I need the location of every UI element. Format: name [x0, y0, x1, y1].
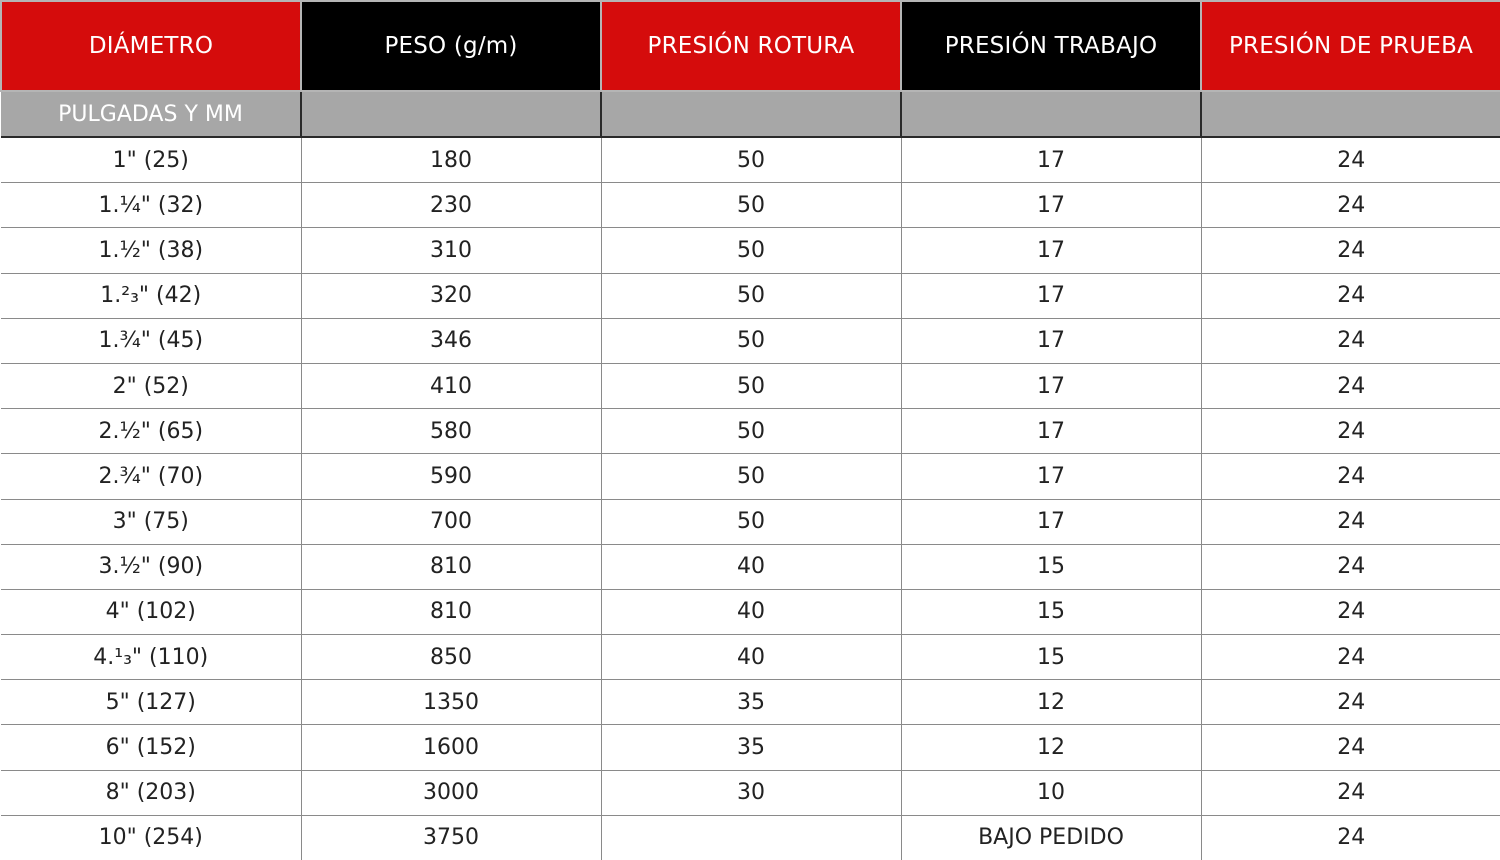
cell-peso: 590 — [301, 454, 601, 499]
cell-presion-prueba: 24 — [1201, 409, 1500, 454]
cell-presion-trabajo: 17 — [901, 363, 1201, 408]
cell-peso: 850 — [301, 635, 601, 680]
cell-presion-prueba: 24 — [1201, 228, 1500, 273]
cell-presion-rotura: 40 — [601, 544, 901, 589]
cell-presion-prueba: 24 — [1201, 137, 1500, 183]
header-peso: PESO (g/m) — [301, 1, 601, 91]
cell-presion-prueba: 24 — [1201, 680, 1500, 725]
table-row — [1, 680, 1500, 725]
cell-presion-prueba: 24 — [1201, 815, 1500, 860]
table-row — [1, 544, 1500, 589]
cell-presion-prueba: 24 — [1201, 725, 1500, 770]
table-row — [1, 589, 1500, 634]
cell-diametro: 10" (254) — [1, 815, 301, 860]
cell-diametro: 1.¼" (32) — [1, 183, 301, 228]
cell-presion-prueba: 24 — [1201, 273, 1500, 318]
cell-presion-trabajo: 12 — [901, 725, 1201, 770]
subheader-row — [1, 91, 1500, 137]
cell-diametro: 1.½" (38) — [1, 228, 301, 273]
cell-presion-trabajo: 17 — [901, 137, 1201, 183]
cell-presion-rotura: 50 — [601, 273, 901, 318]
table-row — [1, 318, 1500, 363]
header-row — [1, 1, 1500, 91]
header-presion-trabajo: PRESIÓN TRABAJO — [901, 1, 1201, 91]
cell-presion-trabajo: 17 — [901, 273, 1201, 318]
cell-presion-rotura: 50 — [601, 183, 901, 228]
cell-presion-trabajo: 12 — [901, 680, 1201, 725]
cell-diametro: 3" (75) — [1, 499, 301, 544]
cell-peso: 1350 — [301, 680, 601, 725]
cell-presion-rotura: 50 — [601, 228, 901, 273]
cell-presion-trabajo: 17 — [901, 454, 1201, 499]
cell-presion-prueba: 24 — [1201, 318, 1500, 363]
cell-peso: 700 — [301, 499, 601, 544]
cell-presion-rotura: 30 — [601, 770, 901, 815]
cell-diametro: 2.½" (65) — [1, 409, 301, 454]
cell-diametro: 3.½" (90) — [1, 544, 301, 589]
subheader-cell — [901, 91, 1201, 137]
cell-peso: 810 — [301, 544, 601, 589]
header-diametro: DIÁMETRO — [1, 1, 301, 91]
cell-diametro: 2.¾" (70) — [1, 454, 301, 499]
table-row — [1, 815, 1500, 860]
cell-presion-rotura: 50 — [601, 363, 901, 408]
cell-presion-prueba: 24 — [1201, 454, 1500, 499]
subheader-cell — [301, 91, 601, 137]
cell-peso: 410 — [301, 363, 601, 408]
cell-presion-rotura: 50 — [601, 318, 901, 363]
cell-diametro: 2" (52) — [1, 363, 301, 408]
cell-peso: 810 — [301, 589, 601, 634]
cell-presion-trabajo: 17 — [901, 409, 1201, 454]
cell-presion-trabajo: 15 — [901, 635, 1201, 680]
cell-presion-rotura: 40 — [601, 635, 901, 680]
cell-presion-rotura: 50 — [601, 409, 901, 454]
cell-peso: 580 — [301, 409, 601, 454]
cell-peso: 180 — [301, 137, 601, 183]
cell-peso: 320 — [301, 273, 601, 318]
cell-presion-trabajo: 10 — [901, 770, 1201, 815]
cell-presion-prueba: 24 — [1201, 544, 1500, 589]
table-row — [1, 725, 1500, 770]
cell-presion-trabajo: 15 — [901, 544, 1201, 589]
cell-presion-trabajo: BAJO PEDIDO — [901, 815, 1201, 860]
table-row — [1, 770, 1500, 815]
table-row — [1, 499, 1500, 544]
cell-peso: 310 — [301, 228, 601, 273]
table-row — [1, 635, 1500, 680]
cell-presion-trabajo: 17 — [901, 183, 1201, 228]
table-row — [1, 273, 1500, 318]
subheader-cell — [601, 91, 901, 137]
cell-presion-trabajo: 17 — [901, 499, 1201, 544]
cell-presion-prueba: 24 — [1201, 635, 1500, 680]
cell-peso: 3750 — [301, 815, 601, 860]
cell-diametro: 4.¹₃" (110) — [1, 635, 301, 680]
cell-presion-prueba: 24 — [1201, 589, 1500, 634]
table-row — [1, 454, 1500, 499]
subheader-units: PULGADAS Y MM — [1, 91, 301, 137]
table-row — [1, 409, 1500, 454]
cell-presion-rotura: 40 — [601, 589, 901, 634]
cell-presion-prueba: 24 — [1201, 770, 1500, 815]
header-presion-rotura: PRESIÓN ROTURA — [601, 1, 901, 91]
header-presion-prueba: PRESIÓN DE PRUEBA — [1201, 1, 1500, 91]
table-row — [1, 228, 1500, 273]
table-row — [1, 183, 1500, 228]
cell-peso: 3000 — [301, 770, 601, 815]
cell-diametro: 4" (102) — [1, 589, 301, 634]
cell-presion-trabajo: 17 — [901, 318, 1201, 363]
cell-presion-prueba: 24 — [1201, 363, 1500, 408]
cell-presion-rotura: 50 — [601, 137, 901, 183]
cell-presion-rotura: 35 — [601, 725, 901, 770]
cell-diametro: 1" (25) — [1, 137, 301, 183]
cell-diametro: 5" (127) — [1, 680, 301, 725]
cell-presion-rotura: 50 — [601, 454, 901, 499]
table-row — [1, 363, 1500, 408]
cell-presion-trabajo: 15 — [901, 589, 1201, 634]
cell-diametro: 1.¾" (45) — [1, 318, 301, 363]
cell-presion-prueba: 24 — [1201, 499, 1500, 544]
cell-presion-rotura: 35 — [601, 680, 901, 725]
cell-diametro: 6" (152) — [1, 725, 301, 770]
cell-presion-prueba: 24 — [1201, 183, 1500, 228]
cell-diametro: 8" (203) — [1, 770, 301, 815]
cell-presion-rotura: 50 — [601, 499, 901, 544]
cell-presion-trabajo: 17 — [901, 228, 1201, 273]
subheader-cell — [1201, 91, 1500, 137]
table-row — [1, 137, 1500, 183]
cell-peso: 1600 — [301, 725, 601, 770]
cell-peso: 346 — [301, 318, 601, 363]
cell-diametro: 1.²₃" (42) — [1, 273, 301, 318]
cell-peso: 230 — [301, 183, 601, 228]
cell-presion-rotura — [601, 815, 901, 860]
